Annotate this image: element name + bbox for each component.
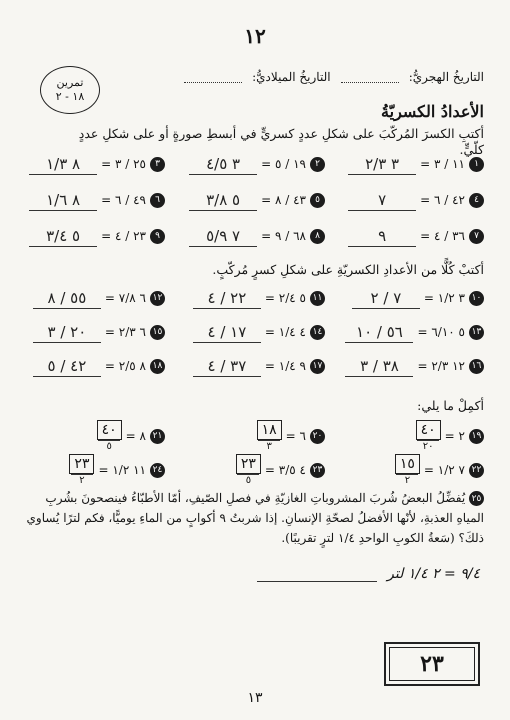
section2-item-expression: ٨ ٢/٥ =: [104, 359, 146, 373]
section1-item-expression: ٢٣ / ٤ =: [101, 229, 146, 243]
section1-item: [189, 152, 325, 176]
question-25-answer-line[interactable]: [40, 560, 480, 588]
section2-item-answer[interactable]: ٧ / ٢: [352, 288, 420, 309]
section1-item: [189, 188, 325, 212]
page-number-top: ١٢: [244, 24, 266, 48]
section1-item-expression: ٣٦ / ٤ =: [420, 229, 465, 243]
question-25-handwritten-answer: ٩/٤ = ٢ ١/٤ لتر: [387, 566, 480, 582]
section1-item-answer[interactable]: ٧ ٥/٩: [189, 226, 257, 247]
section1-item: [29, 152, 165, 176]
section1-item-expression: ١١ / ٣ =: [420, 157, 465, 171]
section1-item-answer[interactable]: ٨ ١/٣: [29, 154, 97, 175]
section1-item: [348, 224, 484, 248]
section1-item-answer[interactable]: ٨ ١/٦: [29, 190, 97, 211]
section2-item: [33, 286, 165, 310]
section3-item-denominator: ٢: [71, 474, 93, 486]
section2-item-answer[interactable]: ٢٠ / ٣: [33, 322, 101, 343]
section1-item: [348, 188, 484, 212]
section1-item: [29, 188, 165, 212]
section3-item-denominator: ٢: [396, 474, 418, 486]
hijri-date-blank[interactable]: [341, 70, 399, 83]
section2-item-answer[interactable]: ٣٧ / ٤: [193, 356, 261, 377]
section2-item-expression: ٥ ٦/١٠ =: [417, 325, 465, 339]
section2-item-number: ١٣: [469, 325, 484, 340]
section2-item-number: ١٦: [469, 359, 484, 374]
section1-item-number: ٨: [310, 229, 325, 244]
exercise-badge-range: ١٨ - ٢: [55, 90, 85, 103]
section1-item-number: ٢: [310, 157, 325, 172]
section3-item-expression: ٢ =: [444, 429, 465, 443]
score-stamp-inner: [389, 647, 475, 681]
section-title: الأعدادُ الكسريّةُ: [381, 102, 484, 121]
section2-item-number: ١٢: [150, 291, 165, 306]
section2-item-answer[interactable]: ٤٢ / ٥: [33, 356, 101, 377]
section3-item-answer-fraction[interactable]: [97, 420, 122, 452]
section3-item-number: ٢٤: [150, 463, 165, 478]
section3-item: [416, 418, 484, 454]
section1-item-number: ١: [469, 157, 484, 172]
section2-item-expression: ١٢ ٢/٣ =: [417, 359, 465, 373]
section2-item-number: ١٧: [310, 359, 325, 374]
question-25: [24, 488, 484, 548]
section3-item-expression: ٤ ٣/٥ =: [264, 463, 306, 477]
section1-item-expression: ٦٨ / ٩ =: [261, 229, 306, 243]
section1-item-answer[interactable]: ٣ ٢/٣: [348, 154, 416, 175]
section2-item-number: ١٤: [310, 325, 325, 340]
section1-item-answer[interactable]: ٣ ٤/٥: [189, 154, 257, 175]
section3-item: [97, 418, 165, 454]
section3-item-expression: ٨ =: [125, 429, 146, 443]
section3-item-answer-fraction[interactable]: [395, 454, 420, 486]
section3-item: [395, 452, 484, 488]
section3-item-denominator: ٥: [237, 474, 259, 486]
section1-item-number: ٣: [150, 157, 165, 172]
question-25-number: ٢٥: [469, 491, 484, 506]
question-25-text: يُفضِّلُ البعضُ شُربَ المشروباتِ الغازيّةِ في فصلِ الصّيفِ، أمّا الأطبّاءُ فينصحونَ بشُربِ المياهِ العذبةِ، لأنّها الأفضلُ لصحّةِ الإنسانِ. إذا شربتُ ٩ أكوابٍ من الماءِ يوميًّا، فكم لترًا يُساوي ذلكَ؟ (سَعةُ الكوبِ الواحدِ ١/٤ لترٍ تقريبًا).: [26, 491, 484, 545]
date-row: [184, 70, 484, 84]
section3-item-answer-box[interactable]: ١٨: [257, 420, 282, 440]
section1-item-expression: ٢٥ / ٣ =: [101, 157, 146, 171]
section1-item: [189, 224, 325, 248]
section1-item-answer[interactable]: ٥ ٣/٤: [29, 226, 97, 247]
section3-item-answer-box[interactable]: ١٥: [395, 454, 420, 474]
section1-item: [29, 224, 165, 248]
section3-instruction: أكمِلْ ما يلي:: [417, 398, 484, 413]
gregorian-date-blank[interactable]: [184, 70, 242, 83]
section2-item-expression: ٦ ٧/٨ =: [104, 291, 146, 305]
section2-item: [193, 286, 325, 310]
section1-item-number: ٧: [469, 229, 484, 244]
section1-item-expression: ١٩ / ٥ =: [261, 157, 306, 171]
section1-item-expression: ٤٩ / ٦ =: [101, 193, 146, 207]
section3-item-answer-fraction[interactable]: [236, 454, 261, 486]
section3-item: [257, 418, 325, 454]
section2-item-number: ١١: [310, 291, 325, 306]
section1-item-number: ٥: [310, 193, 325, 208]
section2-item: [193, 354, 325, 378]
section3-item-expression: ٦ =: [285, 429, 306, 443]
section2-item-answer[interactable]: ٥٦ / ١٠: [345, 322, 413, 343]
exercise-badge-label: تمرين: [56, 76, 84, 89]
section2-item-answer[interactable]: ٥٥ / ٨: [33, 288, 101, 309]
section2-item: [352, 286, 484, 310]
section3-item-expression: ١١ ١/٢ =: [98, 463, 146, 477]
question-25-answer-blank[interactable]: [257, 567, 377, 582]
exercise-badge: [40, 66, 100, 114]
section3-item-number: ٢٠: [310, 429, 325, 444]
gregorian-date-label: التاريخُ الميلاديُّ:: [252, 70, 331, 84]
section1-item: [348, 152, 484, 176]
section3-item-denominator: ٢٠: [417, 440, 439, 452]
section2-item: [345, 354, 484, 378]
section1-item-number: ٩: [150, 229, 165, 244]
section2-item-expression: ٥ ٢/٤ =: [264, 291, 306, 305]
section3-item-number: ٢٢: [469, 463, 484, 478]
section3-item-answer-box[interactable]: ٢٣: [69, 454, 94, 474]
section3-item-number: ١٩: [469, 429, 484, 444]
section2-item-number: ١٨: [150, 359, 165, 374]
section2-item-answer[interactable]: ٢٢ / ٤: [193, 288, 261, 309]
section2-item: [33, 354, 165, 378]
section3-item: [69, 452, 165, 488]
section3-item-answer-box[interactable]: ٤٠: [97, 420, 122, 440]
section3-item-denominator: ٣: [258, 440, 280, 452]
section2-item: [345, 320, 484, 344]
section3-item: [236, 452, 325, 488]
section1-item-expression: ٤٣ / ٨ =: [261, 193, 306, 207]
score-stamp: [384, 642, 480, 686]
section2-item-answer[interactable]: ٣٨ / ٣: [345, 356, 413, 377]
section3-item-answer-fraction[interactable]: [257, 420, 282, 452]
section3-item-number: ٢١: [150, 429, 165, 444]
score-stamp-value: ٢٣: [420, 651, 444, 677]
section3-item-number: ٢٣: [310, 463, 325, 478]
section2-item-expression: ٣ ١/٢ =: [423, 291, 465, 305]
section2-item-expression: ٤ ١/٤ =: [264, 325, 306, 339]
section1-item-answer[interactable]: ٧: [348, 190, 416, 211]
section3-item-answer-fraction[interactable]: [416, 420, 441, 452]
section2-instruction: أكتبْ كُلًّا من الأعدادِ الكسريّةِ على شكلِ كسرٍ مُركّبٍ.: [212, 262, 484, 277]
section1-instruction: أكتبِ الكسرَ المُركّبَ على شكلِ عددٍ كسريٍّ في أبسطِ صورةٍ أو على شكلِ عددٍ كلّيٍّ.: [78, 126, 484, 157]
section2-item: [193, 320, 325, 344]
section1-item-number: ٤: [469, 193, 484, 208]
section2-item-expression: ٩ ١/٤ =: [264, 359, 306, 373]
section1-item-expression: ٤٢ / ٦ =: [420, 193, 465, 207]
hijri-date-label: التاريخُ الهجريُّ:: [408, 70, 484, 84]
section2-item-number: ١٥: [150, 325, 165, 340]
section3-item-expression: ٧ ١/٢ =: [423, 463, 465, 477]
section2-item-answer[interactable]: ١٧ / ٤: [193, 322, 261, 343]
section1-item-number: ٦: [150, 193, 165, 208]
section1-item-answer[interactable]: ٥ ٣/٨: [189, 190, 257, 211]
section3-item-answer-box[interactable]: ٤٠: [416, 420, 441, 440]
section3-item-denominator: ٥: [98, 440, 120, 452]
section2-item: [33, 320, 165, 344]
section1-item-answer[interactable]: ٩: [348, 226, 416, 247]
page-number-bottom: ١٣: [247, 690, 263, 706]
section3-item-answer-box[interactable]: ٢٣: [236, 454, 261, 474]
section2-item-expression: ٦ ٢/٣ =: [104, 325, 146, 339]
section2-item-number: ١٠: [469, 291, 484, 306]
section3-item-answer-fraction[interactable]: [69, 454, 94, 486]
